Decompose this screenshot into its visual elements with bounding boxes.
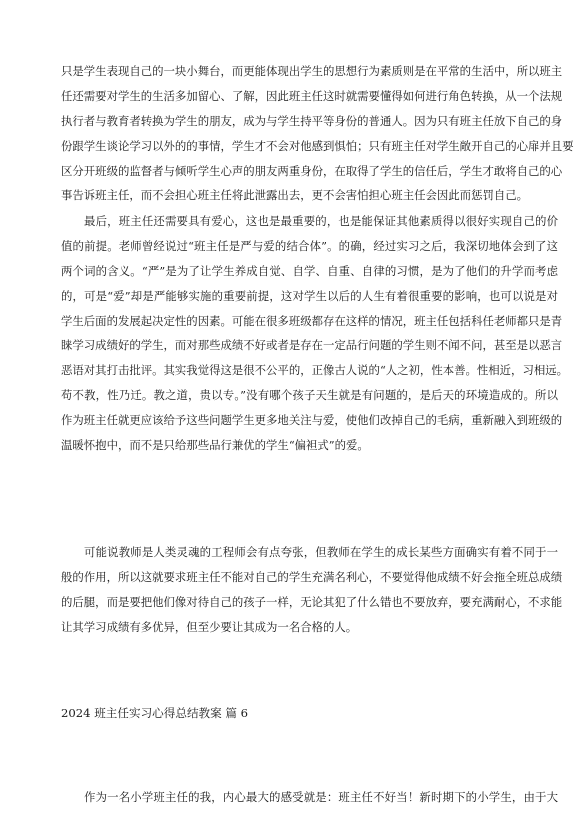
- paragraph-4: [61, 785, 558, 810]
- paragraph-line: 两个词的含义。“严”是为了让学生养成自觉、自学、自重、自律的习惯，是为了他们的升学而考虑: [61, 263, 558, 278]
- paragraph-line: 事告诉班主任，而不会担心班主任将此泄露出去，更不会害怕担心班主任会因此而惩罚自己。: [61, 188, 529, 203]
- paragraph-3: [61, 540, 563, 640]
- paragraph-line: 任还需要对学生的生活多加留心、了解，因此班主任这时就需要懂得如何进行角色转换，从一个法规: [61, 88, 563, 103]
- paragraph-line: 值的前提。老师曾经说过“班主任是严与爱的结合体”。的确，经过实习之后，我深切地体会到了这: [61, 238, 558, 253]
- section-heading: 2024 班主任实习心得总结教案 篇 6: [61, 706, 249, 720]
- paragraph-line: 执行者与教育者转换为学生的朋友，成为与学生持平等身份的普通人。因为只有班主任放下自己的身: [61, 113, 563, 128]
- paragraph-line: 份跟学生谈论学习以外的的事情，学生才不会对他感到惧怕；只有班主任对学生敞开自己的心扉并且要: [61, 138, 574, 153]
- paragraph-line: 区分开班级的监督者与倾听学生心声的朋友两重身份，在取得了学生的信任后，学生才敢将自己的心: [61, 163, 563, 178]
- paragraph-1: [61, 59, 574, 208]
- paragraph-line: 可能说教师是人类灵魂的工程师会有点夸张，但教师在学生的成长某些方面确实有着不同于一: [84, 545, 558, 559]
- paragraph-line: 作为班主任就更应该给予这些问题学生更多地关注与爱，使他们改掉自己的毛病，重新融入到班级的: [61, 413, 563, 428]
- paragraph-line: 的，可是“爱”却是严能够实施的重要前提，这对学生以后的人生有着很重要的影响，也可以说是对: [61, 288, 558, 303]
- paragraph-line: 苟不教，性乃迁。教之道，贵以专。”没有哪个孩子天生就是有问题的，是后天的环境造成的。所以: [61, 388, 558, 403]
- paragraph-line: 学生后面的发展起决定性的因素。可能在很多班级都存在这样的情况，班主任包括科任老师都只是青: [61, 313, 563, 328]
- paragraph-line: 最后，班主任还需要具有爱心，这也是最重要的，也是能保证其他素质得以很好实现自己的价: [84, 214, 558, 228]
- paragraph-line: 恶语对其打击批评。其实我觉得这是很不公平的，正像古人说的“人之初，性本善。性相近，习相远。: [61, 363, 569, 378]
- paragraph-line: 的后腿，而是要把他们像对待自己的孩子一样，无论其犯了什么错也不要放弃，要充满耐心，不求能: [61, 594, 563, 609]
- paragraph-line: 睐学习成绩好的学生，而对那些成绩不好或者是存在一定品行问题的学生则不闻不问，甚至是以恶言: [61, 338, 563, 353]
- paragraph-line: 让其学习成绩有多优异，但至少要让其成为一名合格的人。: [61, 619, 358, 634]
- paragraph-line: 只是学生表现自己的一块小舞台，而更能体现出学生的思想行为素质则是在平常的生活中，所以班主: [61, 64, 563, 78]
- paragraph-line: 温暖怀抱中，而不是只给那些品行兼优的学生“偏袒式”的爱。: [61, 438, 369, 453]
- paragraph-line: 作为一名小学班主任的我，内心最大的感受就是：班主任不好当！新时期下的小学生，由于大: [84, 790, 558, 804]
- paragraph-line: 般的作用，所以这就要求班主任不能对自己的学生充满名利心，不要觉得他成绩不好会拖全班总成绩: [61, 569, 563, 584]
- paragraph-2: [61, 209, 569, 458]
